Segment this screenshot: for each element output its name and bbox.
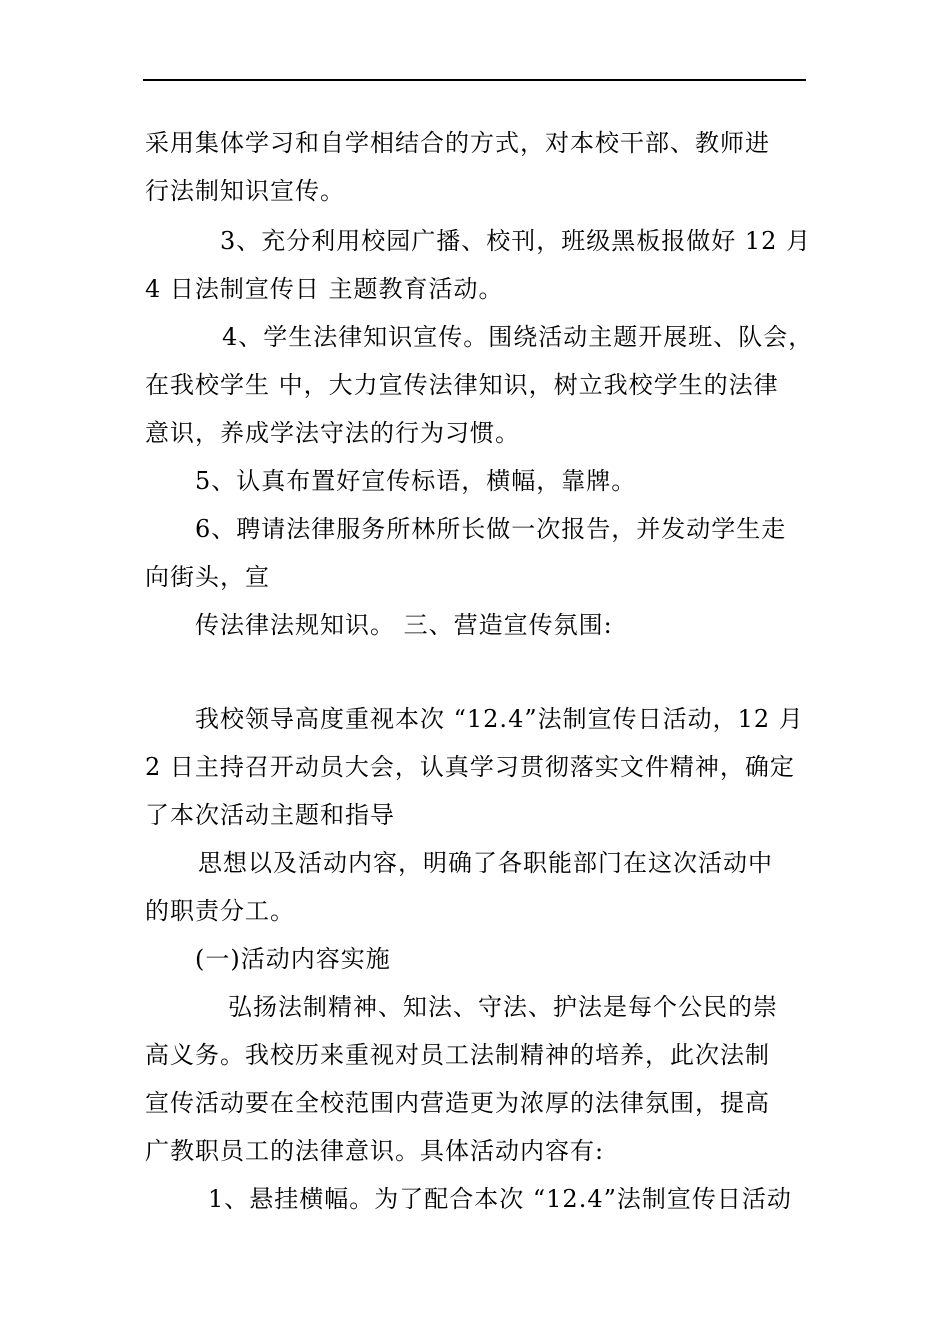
text-line: 意识，养成学法守法的行为习惯。 — [145, 419, 520, 447]
text-line: 向街头，宣 — [145, 563, 270, 591]
text-line: 在我校学生 中，大力宣传法律知识，树立我校学生的法律 — [145, 371, 779, 399]
text-line: 5、认真布置好宣传标语，横幅，靠牌。 — [195, 467, 637, 495]
section-heading: (一)活动内容实施 — [195, 945, 391, 973]
text-line: 传法律法规知识。 三、营造宣传氛围: — [195, 611, 613, 639]
header-rule — [143, 79, 806, 81]
text-line: 3、充分利用校园广播、校刊，班级黑板报做好 12 月 — [220, 227, 812, 255]
text-line: 6、聘请法律服务所林所长做一次报告，并发动学生走 — [195, 515, 787, 543]
text-line: 弘扬法制精神、知法、守法、护法是每个公民的崇 — [228, 993, 778, 1021]
text-line: 了本次活动主题和指导 — [145, 801, 395, 829]
text-line: 广教职员工的法律意识。具体活动内容有: — [145, 1137, 605, 1165]
text-line: 2 日主持召开动员大会，认真学习贯彻落实文件精神，确定 — [145, 753, 795, 781]
text-line: 行法制知识宣传。 — [145, 177, 345, 205]
text-line: 采用集体学习和自学相结合的方式，对本校干部、教师进 — [145, 129, 770, 157]
text-line: 思想以及活动内容，明确了各职能部门在这次活动中 — [198, 849, 773, 877]
text-line: 宣传活动要在全校范围内营造更为浓厚的法律氛围，提高 — [145, 1089, 770, 1117]
text-line: 的职责分工。 — [145, 897, 295, 925]
text-line: 1、悬挂横幅。为了配合本次 “12.4”法制宣传日活动 — [208, 1185, 792, 1213]
text-line: 高义务。我校历来重视对员工法制精神的培养，此次法制 — [145, 1041, 770, 1069]
text-line: 4、学生法律知识宣传。围绕活动主题开展班、队会， — [222, 323, 814, 351]
text-line: 4 日法制宣传日 主题教育活动。 — [145, 275, 504, 303]
text-line: 我校领导高度重视本次 “12.4”法制宣传日活动，12 月 — [195, 705, 804, 733]
